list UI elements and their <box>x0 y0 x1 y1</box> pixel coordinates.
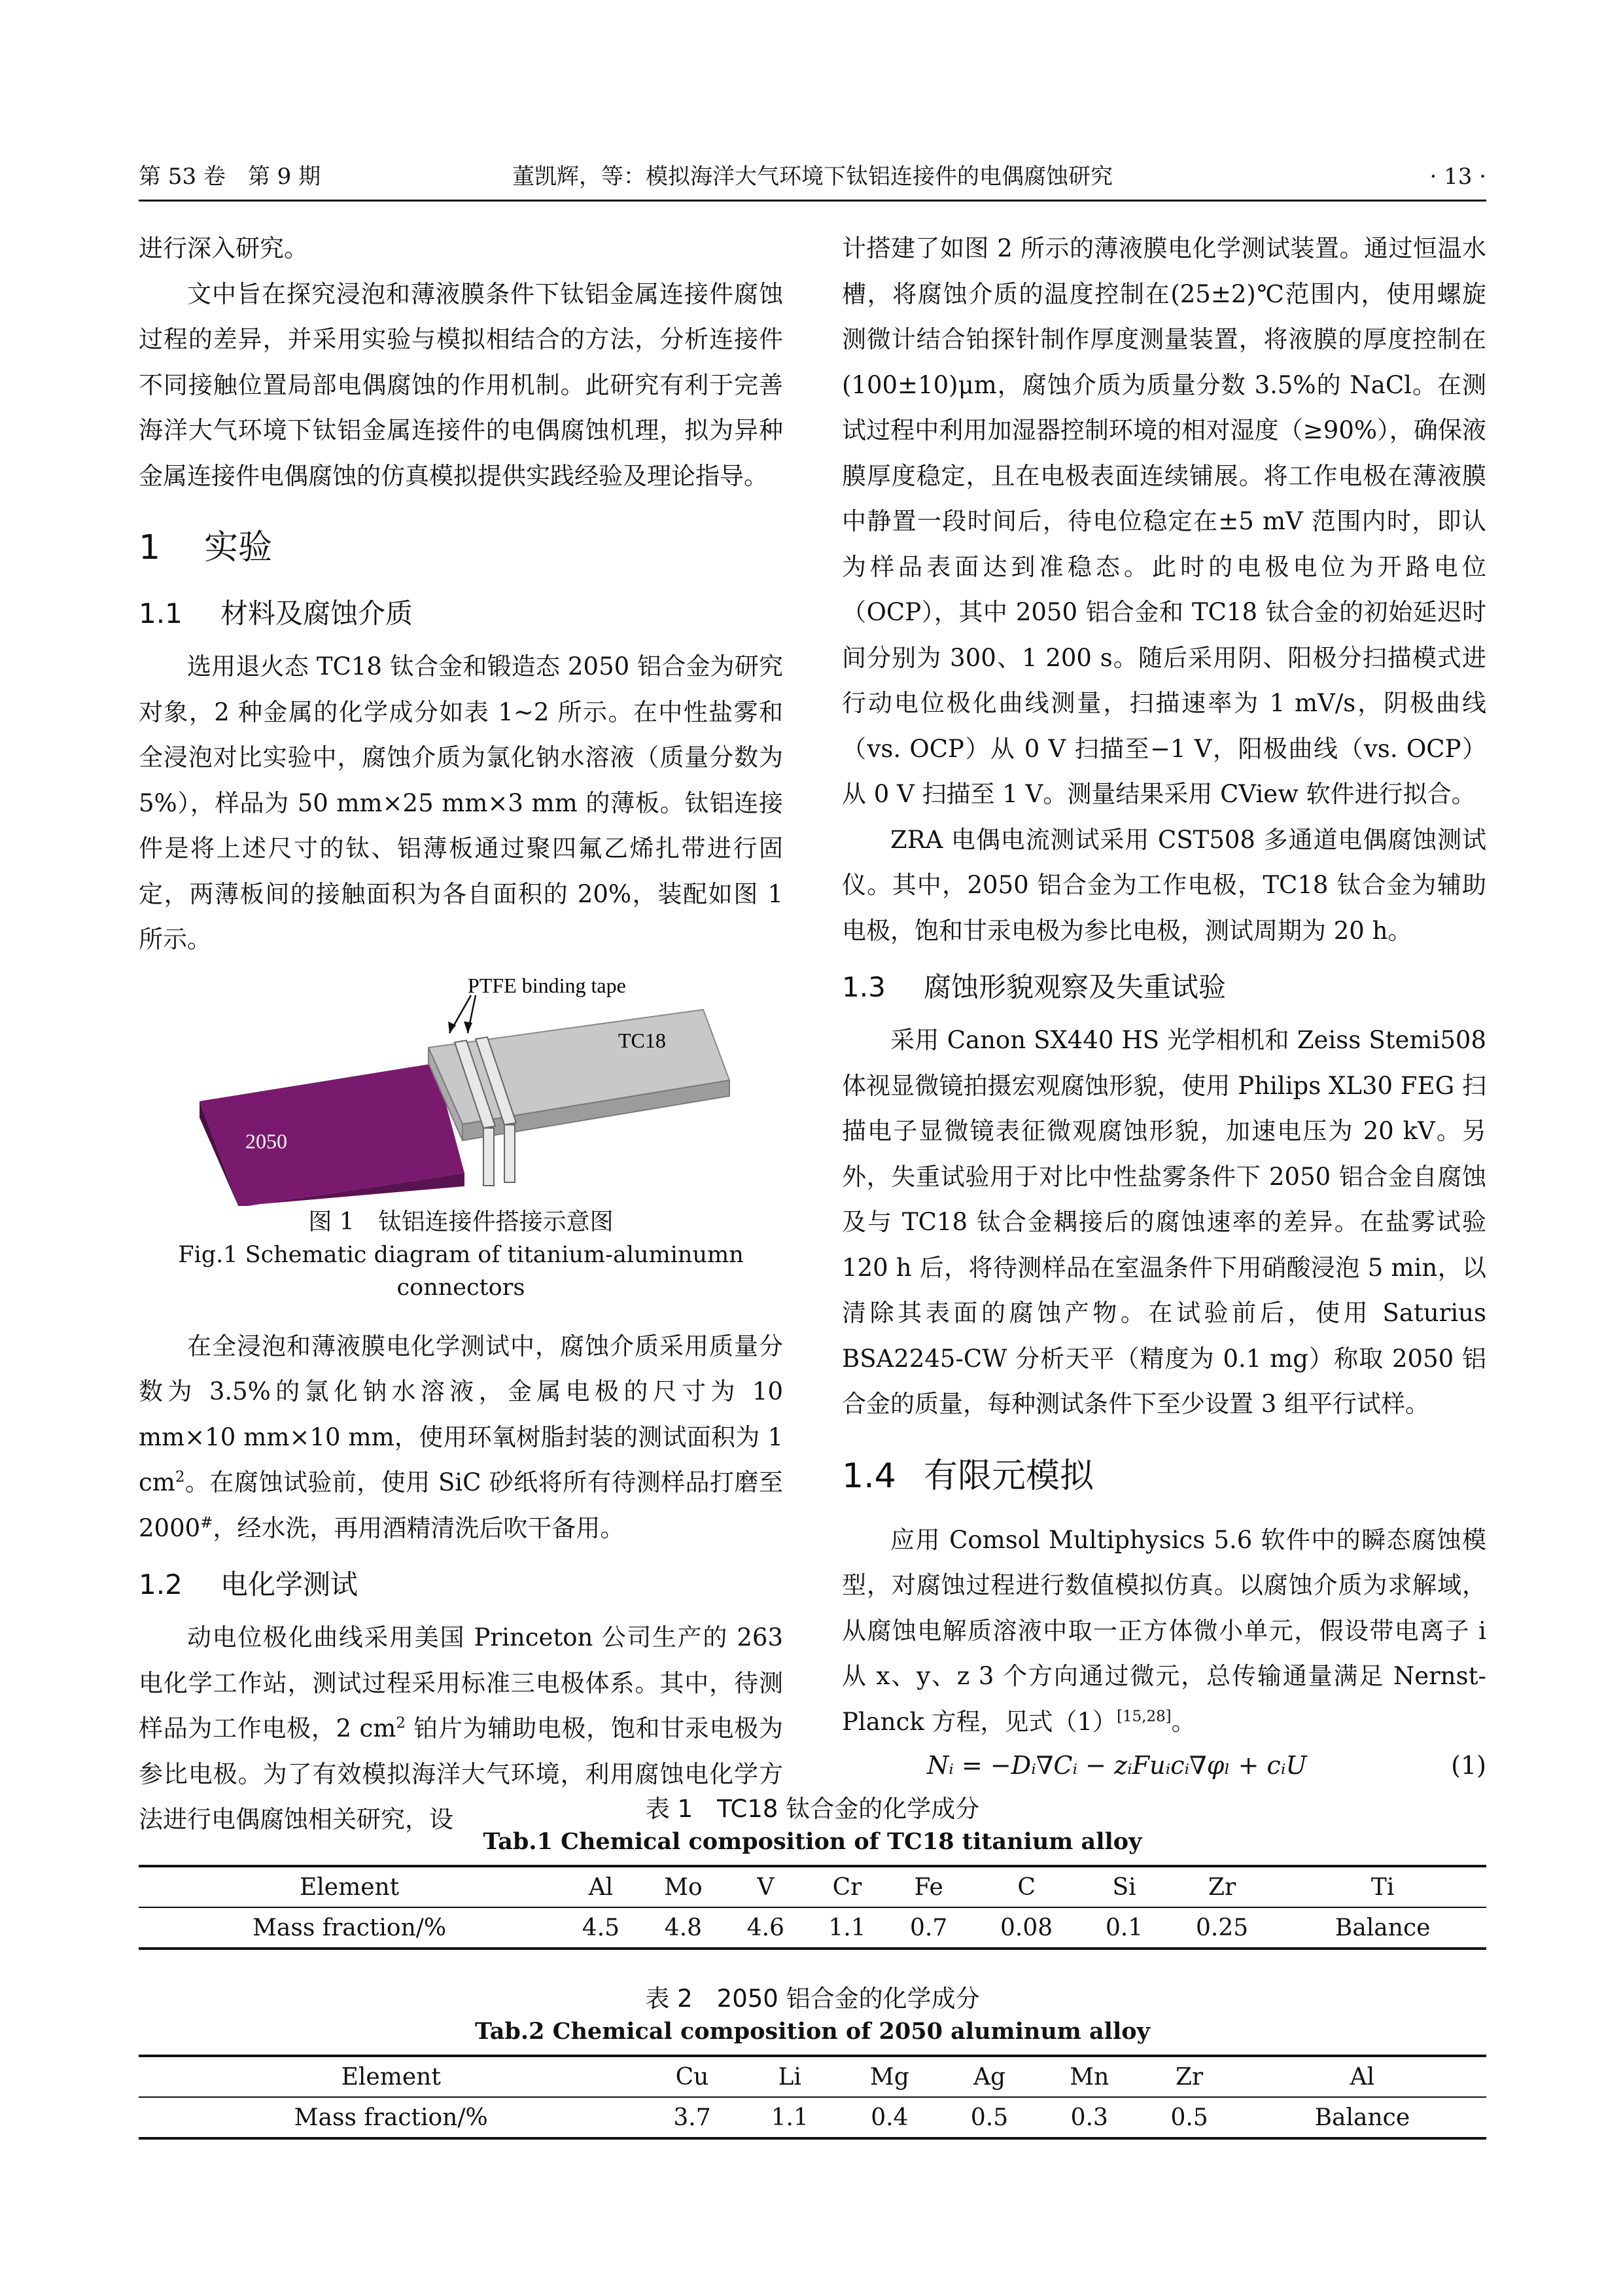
table-row <box>139 2097 1486 2138</box>
section-number: 1 <box>139 528 161 567</box>
equation-body: Nᵢ = −Dᵢ∇Cᵢ − zᵢFuᵢcᵢ∇φₗ + cᵢU <box>927 1751 1307 1780</box>
figure-caption-en: Fig.1 Schematic diagram of titanium-aluminumn connectors <box>178 1241 744 1301</box>
label-2050: 2050 <box>245 1129 287 1153</box>
header-cell: Zr <box>1141 2056 1238 2097</box>
text-span: 。在腐蚀试验前，使用 SiC 砂纸将所有待测样品打磨至 2000 <box>139 1468 783 1542</box>
table-cell: 0.3 <box>1038 2097 1140 2138</box>
header-cell: V <box>725 1866 807 1907</box>
superscript: 2 <box>175 1468 185 1486</box>
paragraph <box>842 1517 1486 1745</box>
header-cell: Ti <box>1279 1866 1486 1907</box>
table-header-row <box>139 2056 1486 2097</box>
paragraph: 文中旨在探究浸泡和薄液膜条件下钛铝金属连接件腐蚀过程的差异，并采用实验与模拟相结合的方法，分析连接件不同接触位置局部电偶腐蚀的作用机制。此研究有利于完善海洋大气环境下钛铝金属连接件的电偶腐蚀机理，拟为异种金属连接件电偶腐蚀的仿真模拟提供实践经验及理论指导。 <box>139 279 783 490</box>
table-cell: 1.1 <box>807 1907 888 1949</box>
section-title: 有限元模拟 <box>924 1456 1094 1496</box>
subsection-title: 电化学测试 <box>220 1568 358 1600</box>
paragraph: 采用 Canon SX440 HS 光学相机和 Zeiss Stemi508 体视显微镜拍摄宏观腐蚀形貌，使用 Philips XL30 FEG 扫描电子显微镜表征微观腐蚀形貌，加速电压为 20 kV。另外，失重试验用于对比中性盐雾条件下 2050 铝合金自腐蚀及与 TC18 钛合金耦接后的腐蚀速率的差异。在盐雾试验 120 h 后，将待测样品在室温条件下用硝酸浸泡 5 min，以清除其表面的腐蚀产物。在试验前后，使用 Saturius BSA2245-CW 分析天平（精度为 0.1 mg）称取 2050 铝合金的质量，每种测试条件下至少设置 3 组平行试样。 <box>842 1026 1486 1418</box>
table-cell: 0.4 <box>839 2097 941 2138</box>
subsection-number: 1.2 <box>139 1568 183 1600</box>
table-cell: 0.1 <box>1083 1907 1165 1949</box>
table-cell: 0.5 <box>1141 2097 1238 2138</box>
text-span: 动电位极化曲线采用美国 Princeton 公司生产的 263 电化学工作站，测试过程采用标准三电极体系。其中，待测样品为工作电极，2 cm <box>139 1623 783 1742</box>
ptfe-tape-2-drop <box>504 1125 515 1182</box>
header-cell: Zr <box>1165 1866 1279 1907</box>
table-cell: 3.7 <box>643 2097 741 2138</box>
connector-schematic <box>160 977 762 1206</box>
header-cell: Fe <box>888 1866 969 1907</box>
section-heading <box>139 518 783 577</box>
superscript: 2 <box>396 1714 406 1732</box>
equation-number: (1) <box>1451 1751 1486 1780</box>
figure-caption-cn: 图 1 钛铝连接件搭接示意图 <box>308 1208 614 1235</box>
table-cell: Mass fraction/% <box>139 2097 643 2138</box>
header-cell: Al <box>1238 2056 1486 2097</box>
left-column <box>139 226 783 1843</box>
table-cell: 1.1 <box>741 2097 839 2138</box>
text-span: 应用 Comsol Multiphysics 5.6 软件中的瞬态腐蚀模型，对腐蚀过程进行数值模拟仿真。以腐蚀介质为求解域，从腐蚀电解质溶液中取一正方体微小单元，假设带电离子 i 从 x、y、z 3 个方向通过微元，总传输通量满足 Nernst-Planck 方程，见式（1） <box>842 1525 1486 1736</box>
header-cell: Li <box>741 2056 839 2097</box>
paragraph: 选用退火态 TC18 钛合金和锻造态 2050 铝合金为研究对象，2 种金属的化学成分如表 1~2 所示。在中性盐雾和全浸泡对比实验中，腐蚀介质为氯化钠水溶液（质量分数为 5%），样品为 50 mm×25 mm×3 mm 的薄板。钛铝连接件是将上述尺寸的钛、铝薄板通过聚四氟乙烯扎带进行固定，两薄板间的接触面积为各自面积的 20%，装配如图 1 所示。 <box>139 652 783 953</box>
subsection-title: 材料及腐蚀介质 <box>220 597 413 629</box>
table-1-caption-en: Tab.1 Chemical composition of TC18 titanium alloy <box>483 1828 1142 1855</box>
table-cell: Balance <box>1238 2097 1486 2138</box>
header-cell: Cr <box>807 1866 888 1907</box>
table-cell: Mass fraction/% <box>139 1907 560 1949</box>
table-2 <box>139 2055 1486 2140</box>
running-header <box>139 157 1486 196</box>
journal-issue: 第 53 卷 第 9 期 <box>139 164 321 190</box>
header-cell: Element <box>139 2056 643 2097</box>
section-number: 1.4 <box>842 1456 896 1496</box>
equation-1 <box>842 1744 1486 1786</box>
section-title: 实验 <box>204 528 273 567</box>
arrow-head-2 <box>464 1021 472 1033</box>
header-cell: Mo <box>642 1866 725 1907</box>
table-cell: 0.25 <box>1165 1907 1279 1949</box>
article-running-title: 董凯辉，等：模拟海洋大气环境下钛铝连接件的电偶腐蚀研究 <box>512 164 1113 190</box>
table-cell: 0.08 <box>969 1907 1083 1949</box>
superscript: # <box>200 1514 213 1532</box>
subsection-title: 腐蚀形貌观察及失重试验 <box>924 971 1227 1003</box>
table-2-caption-en: Tab.2 Chemical composition of 2050 aluminum alloy <box>475 2018 1150 2045</box>
table-cell: 4.8 <box>642 1907 725 1949</box>
figure-1 <box>139 977 783 1304</box>
label-tc18: TC18 <box>618 1028 666 1052</box>
header-cell: C <box>969 1866 1083 1907</box>
header-cell: Mn <box>1038 2056 1140 2097</box>
text-span: 铂片为辅助电极，饱和甘汞电极为参比电极。为了有效模拟海洋大气环境，利用腐蚀电化学方法进行电偶腐蚀相关研究，设 <box>139 1714 783 1833</box>
subsection-heading <box>139 1560 783 1610</box>
paragraph: ZRA 电偶电流测试采用 CST508 多通道电偶腐蚀测试仪。其中，2050 铝合金为工作电极，TC18 钛合金为辅助电极，饱和甘汞电极为参比电极，测试周期为 20 h。 <box>842 825 1486 945</box>
table-row <box>139 1907 1486 1949</box>
header-cell: Mg <box>839 2056 941 2097</box>
citation: [15,28] <box>1117 1708 1172 1725</box>
table-cell: 0.7 <box>888 1907 969 1949</box>
subsection-heading <box>842 963 1486 1012</box>
table-cell: 0.5 <box>941 2097 1038 2138</box>
right-column <box>842 226 1486 1786</box>
paragraph: 进行深入研究。 <box>139 234 308 262</box>
paragraph <box>139 1324 783 1551</box>
text-span: 。 <box>1171 1707 1196 1736</box>
table-cell: 4.5 <box>560 1907 642 1949</box>
table-2-block <box>139 1983 1486 2140</box>
table-1 <box>139 1865 1486 1950</box>
text-span: ，经水洗，再用酒精清洗后吹干备用。 <box>213 1513 625 1542</box>
table-2-caption-cn: 表 2 2050 铝合金的化学成分 <box>645 1985 980 2013</box>
tables-area <box>139 1793 1486 2140</box>
table-1-caption-cn: 表 1 TC18 钛合金的化学成分 <box>645 1795 980 1823</box>
header-cell: Element <box>139 1866 560 1907</box>
table-cell: Balance <box>1279 1907 1486 1949</box>
header-rule <box>139 200 1486 202</box>
label-ptfe-tape: PTFE binding tape <box>467 976 626 997</box>
header-cell: Ag <box>941 2056 1038 2097</box>
subsection-number: 1.3 <box>842 971 886 1003</box>
subsection-heading <box>139 589 783 639</box>
header-cell: Al <box>560 1866 642 1907</box>
ptfe-tape-1-drop <box>483 1128 494 1186</box>
text-span: 在全浸泡和薄液膜电化学测试中，腐蚀介质采用质量分数为 3.5%的氯化钠水溶液，金属电极的尺寸为 10 mm×10 mm×10 mm，使用环氧树脂封装的测试面积为 1 cm <box>139 1332 783 1496</box>
section-heading <box>842 1447 1486 1506</box>
header-cell: Cu <box>643 2056 741 2097</box>
page-number: · 13 · <box>1429 164 1486 190</box>
table-header-row <box>139 1866 1486 1907</box>
header-cell: Si <box>1083 1866 1165 1907</box>
table-cell: 4.6 <box>725 1907 807 1949</box>
paragraph: 计搭建了如图 2 所示的薄液膜电化学测试装置。通过恒温水槽，将腐蚀介质的温度控制在(25±2)℃范围内，使用螺旋测微计结合铂探针制作厚度测量装置，将液膜的厚度控制在(100±10)μm，腐蚀介质为质量分数 3.5%的 NaCl。在测试过程中利用加湿器控制环境的相对湿度（≥90%），确保液膜厚度稳定，且在电极表面连续铺展。将工作电极在薄液膜中静置一段时间后，待电位稳定在±5 mV 范围内时，即认为样品表面达到准稳态。此时的电极电位为开路电位（OCP），其中 2050 铝合金和 TC18 钛合金的初始延迟时间分别为 300、1 200 s。随后采用阴、阳极分扫描模式进行动电位极化曲线测量，扫描速率为 1 mV/s，阴极曲线（vs. OCP）从 0 V 扫描至−1 V，阳极曲线（vs. OCP）从 0 V 扫描至 1 V。测量结果采用 CView 软件进行拟合。 <box>842 234 1486 808</box>
subsection-number: 1.1 <box>139 597 183 629</box>
